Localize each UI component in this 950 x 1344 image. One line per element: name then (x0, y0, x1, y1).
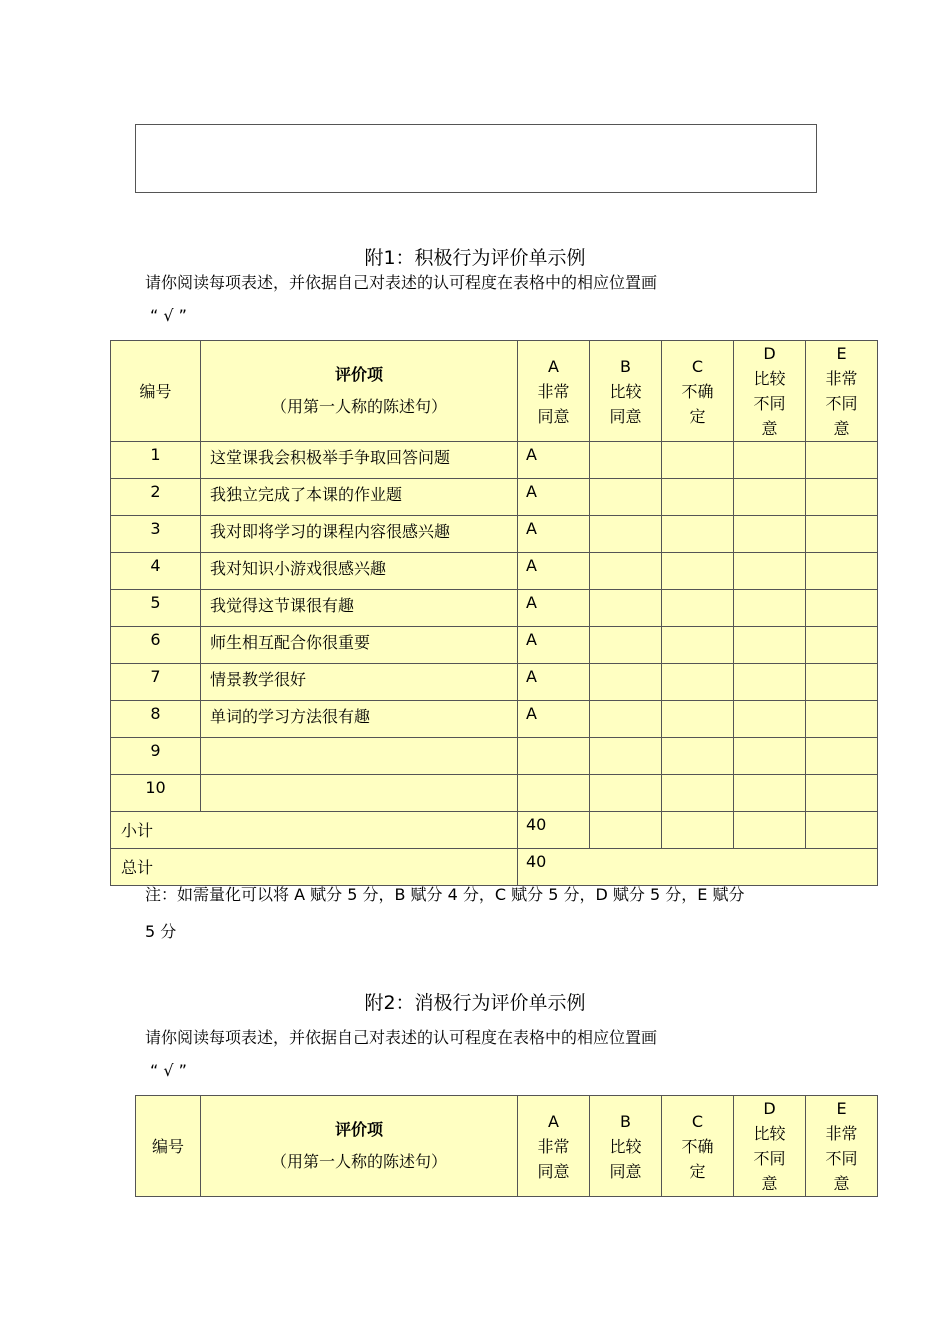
row-number: 9 (111, 738, 201, 775)
total-label: 总计 (111, 849, 518, 886)
row-cell-e[interactable] (806, 664, 878, 701)
row-answer[interactable]: A (518, 701, 590, 738)
row-statement: 我对即将学习的课程内容很感兴趣 (201, 516, 518, 553)
row-cell-d[interactable] (734, 738, 806, 775)
header-option-a: A 非常 同意 (518, 341, 590, 442)
row-number: 5 (111, 590, 201, 627)
row-cell-e[interactable] (806, 738, 878, 775)
row-cell-c[interactable] (662, 738, 734, 775)
row-cell-d[interactable] (734, 442, 806, 479)
row-statement: 单词的学习方法很有趣 (201, 701, 518, 738)
appendix1-instruction: 请你阅读每项表述，并依据自己对表述的认可程度在表格中的相应位置画 (145, 273, 658, 292)
subtotal-cell-b (590, 812, 662, 849)
negative-behavior-table (135, 1095, 878, 1197)
row-cell-c[interactable] (662, 479, 734, 516)
header-option-e: E 非常 不同 意 (806, 1096, 878, 1197)
row-statement: 我对知识小游戏很感兴趣 (201, 553, 518, 590)
row-cell-d[interactable] (734, 701, 806, 738)
subtotal-value: 40 (518, 812, 590, 849)
subtotal-cell-c (662, 812, 734, 849)
row-cell-c[interactable] (662, 701, 734, 738)
row-cell-c[interactable] (662, 442, 734, 479)
row-answer[interactable]: A (518, 627, 590, 664)
row-cell-e[interactable] (806, 590, 878, 627)
row-cell-c[interactable] (662, 627, 734, 664)
row-cell-b[interactable] (590, 775, 662, 812)
row-cell-b[interactable] (590, 664, 662, 701)
row-cell-e[interactable] (806, 701, 878, 738)
row-statement[interactable] (201, 775, 518, 812)
table-row (111, 479, 878, 516)
row-cell-e[interactable] (806, 442, 878, 479)
appendix1-check-mark: “ √ ” (150, 306, 187, 325)
row-statement: 我觉得这节课很有趣 (201, 590, 518, 627)
table-row (111, 516, 878, 553)
row-number: 3 (111, 516, 201, 553)
header-option-b: B 比较 同意 (590, 341, 662, 442)
row-statement[interactable] (201, 738, 518, 775)
header-option-d: D 比较 不同 意 (734, 1096, 806, 1197)
appendix1-note: 注：如需量化可以将 A 赋分 5 分，B 赋分 4 分，C 赋分 5 分，D 赋分 5 分，E 赋分 (145, 885, 745, 904)
header-option-a: A 非常 同意 (518, 1096, 590, 1197)
table-header-row (111, 341, 878, 442)
header-option-c: C 不确 定 (662, 1096, 734, 1197)
header-option-b: B 比较 同意 (590, 1096, 662, 1197)
row-cell-e[interactable] (806, 627, 878, 664)
row-number: 10 (111, 775, 201, 812)
row-number: 8 (111, 701, 201, 738)
header-option-d: D 比较 不同 意 (734, 341, 806, 442)
row-cell-c[interactable] (662, 553, 734, 590)
header-option-e: E 非常 不同 意 (806, 341, 878, 442)
row-cell-b[interactable] (590, 516, 662, 553)
row-cell-c[interactable] (662, 516, 734, 553)
row-statement: 情景教学很好 (201, 664, 518, 701)
row-statement: 这堂课我会积极举手争取回答问题 (201, 442, 518, 479)
table-row (111, 553, 878, 590)
table-row (111, 701, 878, 738)
row-answer[interactable]: A (518, 553, 590, 590)
top-empty-box (135, 124, 817, 193)
row-answer[interactable] (518, 738, 590, 775)
header-id: 编号 (136, 1096, 201, 1197)
total-value: 40 (518, 849, 878, 886)
header-option-c: C 不确 定 (662, 341, 734, 442)
row-cell-c[interactable] (662, 590, 734, 627)
row-cell-b[interactable] (590, 442, 662, 479)
header-item-title: 评价项 (334, 1120, 383, 1139)
header-item-subtitle: （用第一人称的陈述句） (270, 1152, 447, 1171)
table-row (111, 442, 878, 479)
row-cell-b[interactable] (590, 738, 662, 775)
row-cell-d[interactable] (734, 553, 806, 590)
header-item (201, 341, 518, 442)
subtotal-label: 小计 (111, 812, 518, 849)
row-cell-d[interactable] (734, 627, 806, 664)
header-item-subtitle: （用第一人称的陈述句） (270, 397, 447, 416)
table-row (111, 590, 878, 627)
row-number: 2 (111, 479, 201, 516)
row-number: 4 (111, 553, 201, 590)
table-row (111, 738, 878, 775)
table-row (111, 664, 878, 701)
subtotal-cell-d (734, 812, 806, 849)
row-cell-b[interactable] (590, 701, 662, 738)
row-cell-b[interactable] (590, 479, 662, 516)
appendix2-title: 附2：消极行为评价单示例 (364, 992, 586, 1014)
row-cell-d[interactable] (734, 516, 806, 553)
subtotal-cell-e (806, 812, 878, 849)
row-cell-d[interactable] (734, 664, 806, 701)
header-item (201, 1096, 518, 1197)
subtotal-row (111, 812, 878, 849)
row-number: 1 (111, 442, 201, 479)
row-answer[interactable]: A (518, 442, 590, 479)
header-id: 编号 (111, 341, 201, 442)
row-answer[interactable]: A (518, 590, 590, 627)
row-cell-e[interactable] (806, 516, 878, 553)
table-row (111, 627, 878, 664)
row-cell-b[interactable] (590, 627, 662, 664)
appendix2-check-mark: “ √ ” (150, 1061, 187, 1080)
row-cell-e[interactable] (806, 553, 878, 590)
row-cell-d[interactable] (734, 590, 806, 627)
row-number: 6 (111, 627, 201, 664)
appendix1-note-continued: 5 分 (145, 922, 177, 941)
row-cell-b[interactable] (590, 590, 662, 627)
row-cell-b[interactable] (590, 553, 662, 590)
appendix1-title: 附1：积极行为评价单示例 (364, 247, 586, 269)
row-number: 7 (111, 664, 201, 701)
row-answer[interactable]: A (518, 664, 590, 701)
row-cell-e[interactable] (806, 775, 878, 812)
header-item-title: 评价项 (334, 365, 383, 384)
row-answer[interactable]: A (518, 479, 590, 516)
row-answer[interactable] (518, 775, 590, 812)
positive-behavior-table (110, 340, 878, 886)
row-cell-c[interactable] (662, 664, 734, 701)
table-header-row (136, 1096, 878, 1197)
row-statement: 师生相互配合你很重要 (201, 627, 518, 664)
row-statement: 我独立完成了本课的作业题 (201, 479, 518, 516)
appendix2-instruction: 请你阅读每项表述，并依据自己对表述的认可程度在表格中的相应位置画 (145, 1028, 658, 1047)
table-row (111, 775, 878, 812)
row-cell-d[interactable] (734, 775, 806, 812)
row-cell-e[interactable] (806, 479, 878, 516)
row-answer[interactable]: A (518, 516, 590, 553)
row-cell-d[interactable] (734, 479, 806, 516)
total-row (111, 849, 878, 886)
row-cell-c[interactable] (662, 775, 734, 812)
